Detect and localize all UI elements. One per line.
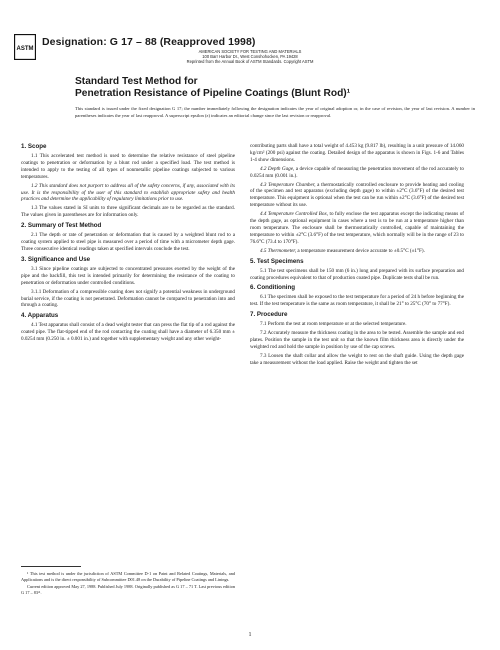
paragraph: 5.1 The test specimens shall be 150 mm (6 in.) long and prepared with its surface preparation and coating procedures equivalent to that of production coated pipe. Duplicate tests shall be run. [250,267,464,281]
footnotes [21,571,235,597]
paragraph: 6.1 The specimen shall be exposed to the test temperature for a period of 24 h before beginning the test. If the test temperature is the same as room temperature, it shall be 21° to 25°C (70° to 77°F). [250,294,464,308]
intro-note: This standard is issued under the fixed designation G 17; the number immediately following the designation indicates the year of original adoption or, in the case of revision, the year of last revision. A number in parentheses indicates the year of last reapproval. A superscript epsilon (ε) indicates an editorial change since the last revision or reapproval. [75,106,475,118]
paragraph: 1.1 This accelerated test method is used to determine the relative resistance of steel pipeline coatings to penetration or deformation by a blunt rod under a specified load. The test method is intended to apply to the testing of all types of nonmetallic pipeline coatings subjected to various temperatures. [21,153,235,180]
publisher-line: 100 Barr Harbor Dr., West Conshohocken, PA 19428 [202,54,298,60]
section-heading: 3. Significance and Use [21,255,91,263]
paragraph [21,183,235,204]
paragraph [250,182,464,210]
publisher-line: Reprinted from the Annual Book of ASTM Standards. Copyright ASTM [186,59,314,65]
term-label: 4.2 Depth Gage, [260,165,295,172]
paragraph: 4.1 Test apparatus shall consist of a dead weight tester that can press the flat tip of a rod against the coated pipe. The flat-tipped end of the rod contacting the coating shall have a diameter of 6.350 mm ± 0.0254 mm (0.250 in. ± 0.001 in.) and together with supplementary weight and any other weight- [21,322,235,343]
term-text: to fully enclose the test apparatus except the indicating means of the depth gage, as optional equipment in cases where a test is to be run at a temperature higher than room temperature. The enclosure shall be thermostatically controlled, capable of maintaining the temperature to within ±2°C (3.6°F) of the test temperature, which normally will be in the range of 23 to 76.6°C (73.4 to 170°F). [250,211,464,245]
term-text: a thermostatically controlled enclosure to provide heating and cooling of the specimen and test apparatus (excluding depth gage) to within ±2°C (3.6°F) of the desired test temperature. This equipment is optional when the test can be run within ±2°C (3.6°F) of the desired test temperature without its use. [250,181,464,209]
term-label: 4.3 Temperature Chamber, [260,181,316,188]
footnote: Current edition approved May 27, 1988. Published July 1988. Originally published as G 17 – 71 T. Last previous edition G 17 – 83ᵉ¹. [21,583,235,595]
section-heading: 2. Summary of Test Method [21,222,102,230]
section-heading: 4. Apparatus [21,312,59,320]
paragraph: 7.2 Accurately measure the thickness coating in the area to be tested. Assemble the sample and end plates. Position the sample in the test unit so that the known film thickness area is directly under the weighted rod and hold the sample in position by use of the cap screws. [250,330,464,350]
paragraph [250,248,464,255]
logo-text: ASTM [16,46,34,52]
safety-text: 1.2 This standard does not purport to address all of the safety concerns, if any, associated with its use. It is the responsibility of the user of this standard to establish appropriate safety and health practices and determine the applicability of regulatory limitations prior to use. [21,182,235,203]
paragraph: 1.3 The values stated in SI units to three significant decimals are to be regarded as the standard. The values given in parentheses are for information only. [21,205,235,219]
title-line-2: Penetration Resistance of Pipeline Coatings (Blunt Rod)¹ [75,87,351,99]
term-text: a temperature measurement device accurate to ±0.5°C (±1°F). [296,247,425,254]
term-label: 4.5 Thermometer, [260,247,297,254]
paragraph: 7.3 Loosen the shaft collar and allow the weight to rest on the shaft guide. Using the depth gage take a measurement without the load applied. Raise the weight and tighten the set [250,352,464,366]
right-column [250,143,464,369]
term-text: a device capable of measuring the penetration movement of the rod accurately to 0.0254 mm (0.001 in.). [250,165,464,179]
designation: Designation: G 17 – 88 (Reapproved 1998) [42,36,256,48]
paragraph: 7.1 Perform the test at room temperature or at the selected temperature. [260,321,407,328]
astm-logo-icon [14,34,36,60]
paragraph: 3.1 Since pipeline coatings are subjected to concentrated pressures exerted by the weight of the pipe and the backfill, this test is intended primarily for determining the resistance of the coating to penetration or deformation under controlled conditions. [21,265,235,286]
term-label: 4.4 Temperature Controlled Box, [260,211,329,218]
section-heading: 1. Scope [21,143,47,150]
footnote: ¹ This test method is under the jurisdiction of ASTM Committee D-1 on Paint and Related Coatings, Materials, and Applications and is the direct responsibility of Subcommittee D01.48 on the Durability of Pipeline Coatings and Linings. [21,571,235,582]
left-column [21,143,235,345]
publisher-info [90,49,410,65]
paragraph [250,166,464,180]
section-heading: 5. Test Specimens [250,257,304,265]
section-heading: 6. Conditioning [250,284,296,292]
page-number: 1 [248,632,252,638]
title-line-1: Standard Test Method for [75,76,198,87]
document-title [75,76,475,99]
publisher-line: AMERICAN SOCIETY FOR TESTING AND MATERIALS [198,49,302,54]
footnote-divider [21,566,81,567]
paragraph: 3.1.1 Deformation of a compressible coating does not signify a potential weakness in underground burial service, if the coating is not penetrated. Deformation cannot be compared to penetration into and through a coating. [21,288,235,309]
paragraph [250,211,464,246]
paragraph: 2.1 The depth or rate of penetration or deformation that is caused by a weighted blunt rod to a coating system applied to steel pipe is measured over a period of time with a micrometer depth gage. Three consecutive identical readings taken at specified intervals conclude the test. [21,232,235,252]
paragraph: contributing parts shall have a total weight of 4.453 kg (9.817 lb), resulting in a unit pressure of 14.060 kg/cm² (200 psi) against the coating. Detailed design of the apparatus is shown in Figs. 1-6 and Tables 1-4 show dimensions. [250,143,464,163]
section-heading: 7. Procedure [250,311,288,319]
